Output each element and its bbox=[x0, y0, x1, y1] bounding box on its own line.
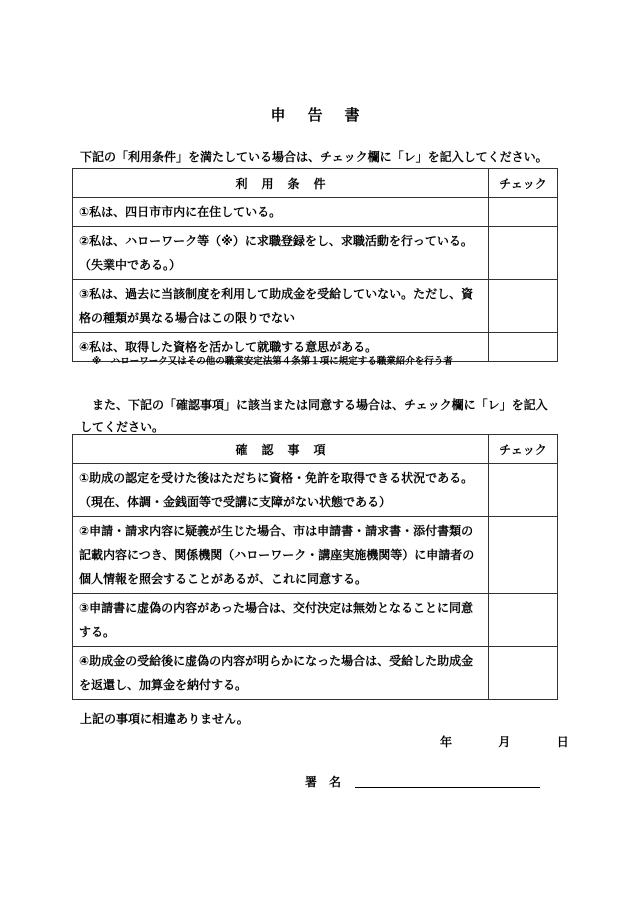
signature-label: 署名 bbox=[305, 775, 354, 789]
condition-item: ③私は、過去に当該制度を利用して助成金を受給していない。ただし、資格の種類が異なる場合はこの限りでない bbox=[73, 280, 489, 333]
confirm-item: ④助成金の受給後に虚偽の内容が明らかになった場合は、受給した助成金を返還し、加算金を納付する。 bbox=[73, 647, 489, 700]
footnote: ※ ハローワーク又はその他の職業安定法第４条第１項に規定する職業紹介を行う者 bbox=[92, 356, 453, 367]
table-header-row bbox=[73, 169, 558, 198]
check-cell[interactable] bbox=[489, 198, 558, 227]
confirm-instructions: また、下記の「確認事項」に該当または同意する場合は、チェック欄に「レ」を記入してください。 bbox=[80, 398, 548, 434]
check-cell[interactable] bbox=[489, 464, 558, 517]
check-column-header: チェック bbox=[489, 435, 558, 464]
condition-item: ④私は、取得した資格を活かして就職する意思がある。 bbox=[73, 333, 489, 362]
conditions-header: 利用条件 bbox=[73, 169, 489, 198]
check-cell[interactable] bbox=[489, 333, 558, 362]
conditions-instructions: 下記の「利用条件」を満たしている場合は、チェック欄に「レ」を記入してください。 bbox=[80, 150, 548, 164]
condition-item: ①私は、四日市市内に在住している。 bbox=[73, 198, 489, 227]
confirm-item: ①助成の認定を受けた後はただちに資格・免許を取得できる状況である。（現在、体調・金銭面等で受講に支障がない状態である） bbox=[73, 464, 489, 517]
check-column-header: チェック bbox=[489, 169, 558, 198]
conditions-table bbox=[72, 168, 558, 362]
check-cell[interactable] bbox=[489, 594, 558, 647]
condition-item: ②私は、ハローワーク等（※）に求職登録をし、求職活動を行っている。（失業中である。） bbox=[73, 227, 489, 280]
signature-line[interactable] bbox=[355, 787, 540, 788]
table-row bbox=[73, 464, 558, 517]
page-title: 申告書 bbox=[270, 106, 382, 124]
table-header-row bbox=[73, 435, 558, 464]
date-year-label: 年 bbox=[440, 735, 453, 749]
check-cell[interactable] bbox=[489, 280, 558, 333]
date-month-label: 月 bbox=[498, 735, 511, 749]
date-line bbox=[440, 733, 569, 750]
confirm-item: ②申請・請求内容に疑義が生じた場合、市は申請書・請求書・添付書類の記載内容につき、関係機関（ハローワーク・講座実施機関等）に申請者の個人情報を照会することがあるが、これに同意する。 bbox=[73, 517, 489, 594]
check-cell[interactable] bbox=[489, 227, 558, 280]
confirmation-statement: 上記の事項に相違ありません。 bbox=[80, 712, 249, 726]
confirm-item: ③申請書に虚偽の内容があった場合は、交付決定は無効となることに同意する。 bbox=[73, 594, 489, 647]
table-row bbox=[73, 280, 558, 333]
table-row bbox=[73, 198, 558, 227]
confirm-header: 確認事項 bbox=[73, 435, 489, 464]
table-row bbox=[73, 517, 558, 594]
date-day-label: 日 bbox=[556, 735, 569, 749]
table-row bbox=[73, 647, 558, 700]
check-cell[interactable] bbox=[489, 647, 558, 700]
table-row bbox=[73, 227, 558, 280]
table-row bbox=[73, 594, 558, 647]
confirm-table bbox=[72, 434, 558, 700]
signature-area bbox=[305, 773, 353, 790]
check-cell[interactable] bbox=[489, 517, 558, 594]
